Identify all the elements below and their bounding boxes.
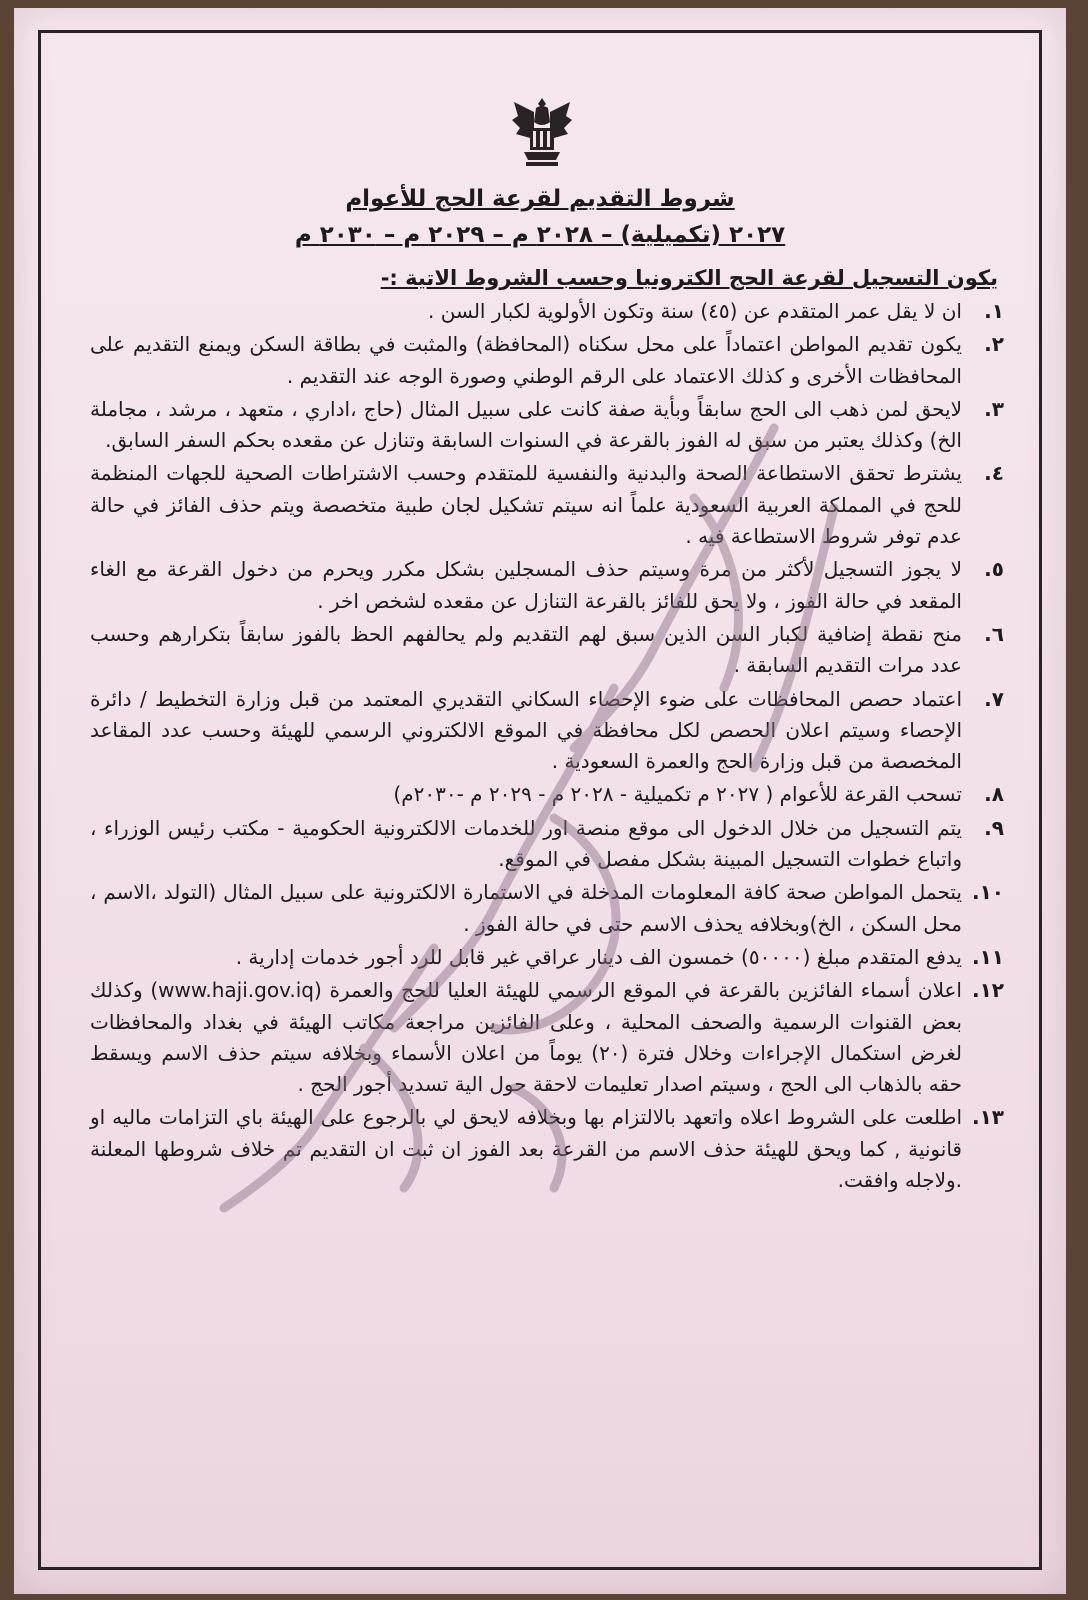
term-number: ٦. — [984, 621, 1004, 646]
term-number: ١٠. — [971, 880, 1004, 905]
term-item — [84, 942, 1004, 973]
term-text: اطلعت على الشروط اعلاه واتعهد بالالتزام بها وبخلافه لايحق لي بالرجوع على الهيئة باي التزامات ماليه او قانونية , كما ويحق للهيئة حذف الاسم من القرعة بعد الفوز ان ثبت ان التقديم تم خلاف شروطها المعلنة .ولاجله وافقت. — [90, 1105, 962, 1193]
term-item — [84, 684, 1004, 778]
term-text: يتحمل المواطن صحة كافة المعلومات المدخلة في الاستمارة الالكترونية على سبيل المثال (التولد ،الاسم ، محل السكن ، الخ)وبخلافه يحذف الاسم حتى في حالة الفوز . — [90, 880, 962, 936]
term-item — [84, 975, 1004, 1100]
term-text: تسحب القرعة للأعوام ( ٢٠٢٧ م تكميلية - ٢٠٢٨ م - ٢٠٢٩ م -٢٠٣٠م) — [393, 782, 962, 807]
term-item — [84, 296, 1004, 327]
term-text: يتم التسجيل من خلال الدخول الى موقع منصة اور للخدمات الالكترونية الحكومية - مكتب رئيس الوزراء ، واتباع خطوات التسجيل المبينة بشكل مفصل في الموقع. — [90, 815, 962, 872]
term-item — [84, 554, 1004, 617]
term-text: لا يجوز التسجيل لأكثر من مرة وسيتم حذف المسجلين بشكل مكرر ويحرم من دخول القرعة مع الغاء المقعد في حالة الفوز ، ولا يحق للفائز بالقرعة التنازل عن مقعده لشخص اخر . — [90, 557, 962, 613]
term-number: ٥. — [984, 557, 1004, 582]
term-number: ١. — [984, 299, 1004, 323]
term-item — [84, 329, 1004, 392]
document-years: ٢٠٢٧ (تكميلية) – ٢٠٢٨ م – ٢٠٢٩ م – ٢٠٣٠ م — [294, 222, 786, 248]
term-item — [84, 813, 1004, 876]
term-number: ٤. — [984, 461, 1004, 486]
term-text: ان لا يقل عمر المتقدم عن (٤٥) سنة وتكون الأولوية لكبار السن . — [428, 299, 962, 323]
term-item — [84, 458, 1004, 552]
term-number: ٨. — [984, 782, 1004, 807]
term-number: ١٢. — [971, 978, 1004, 1003]
document-page — [14, 8, 1066, 1594]
document-title: شروط التقديم لقرعة الحج للأعوام — [345, 186, 735, 212]
term-text: منح نقطة إضافية لكبار السن الذين سبق لهم التقديم ولم يحالفهم الحظ بالفوز سابقاً بتكرارهم وحسب عدد مرات التقديم السابقة . — [90, 621, 962, 678]
term-number: ٣. — [984, 396, 1004, 421]
term-item — [84, 877, 1004, 940]
term-number: ١١. — [971, 944, 1004, 969]
term-number: ٧. — [984, 686, 1004, 711]
term-text: اعتماد حصص المحافظات على ضوء الإحصاء السكاني التقديري المعتمد من قبل وزارة التخطيط / دائرة الإحصاء وسيتم اعلان الحصص لكل محافظة في الموقع الالكتروني الرسمي للهيئة وحسب عدد المقاعد المخصصة من قبل وزارة الحج والعمرة السعودية . — [90, 686, 962, 774]
term-text: اعلان أسماء الفائزين بالقرعة في الموقع الرسمي للهيئة العليا للحج والعمرة (www.haji.gov.iq) وكذلك بعض القنوات الرسمية والصحف المحلية ، وعلى الفائزين مراجعة مكاتب الهيئة في بغداد والمحافظات لغرض استكمال الإجراءات وخلال فترة (٢٠) يوماً من اعلان الأسماء وبخلافه سيتم حذف الاسم ويسقط حقه بالذهاب الى الحج ، وسيتم اصدار تعليمات لاحقة حول الية تسديد أجور الحج . — [90, 978, 962, 1097]
term-item — [84, 619, 1004, 682]
term-text: يشترط تحقق الاستطاعة الصحة والبدنية والنفسية للمتقدم وحسب الاشتراطات الصحية للجهات المنظمة للحج في المملكة العربية السعودية علماً انه سيتم تشكيل لجان طبية متخصصة ويتم حذف الفائز في حالة عدم توفر شروط الاستطاعة فيه . — [90, 461, 962, 549]
term-text: يدفع المتقدم مبلغ (٥٠٠٠٠) خمسون الف دينار عراقي غير قابل للرد أجور خدمات إدارية . — [235, 944, 962, 969]
eagle-emblem-icon — [510, 94, 574, 168]
terms-list — [84, 296, 1004, 1198]
term-item — [84, 1102, 1004, 1196]
intro-line: يكون التسجيل لقرعة الحج الكترونيا وحسب الشروط الاتية :- — [380, 266, 998, 290]
term-number: ٢. — [984, 332, 1004, 357]
term-text: يكون تقديم المواطن اعتماداً على محل سكناه (المحافظة) والمثبت في بطاقة السكن ويمنع التقديم على المحافظات الأخرى و كذلك الاعتماد على الرقم الوطني وصورة الوجه عند التقديم . — [90, 332, 962, 388]
term-item — [84, 779, 1004, 810]
term-text: لايحق لمن ذهب الى الحج سابقاً وبأية صفة كانت على سبيل المثال (حاج ،اداري ، متعهد ، مرشد ، مجاملة الخ) وكذلك يعتبر من سبق له الفوز بالقرعة في السنوات السابقة وتنازل عن مقعده بحكم السفر السابق. — [90, 396, 962, 453]
term-number: ١٣. — [971, 1105, 1004, 1130]
term-item — [84, 394, 1004, 457]
term-number: ٩. — [984, 815, 1004, 840]
